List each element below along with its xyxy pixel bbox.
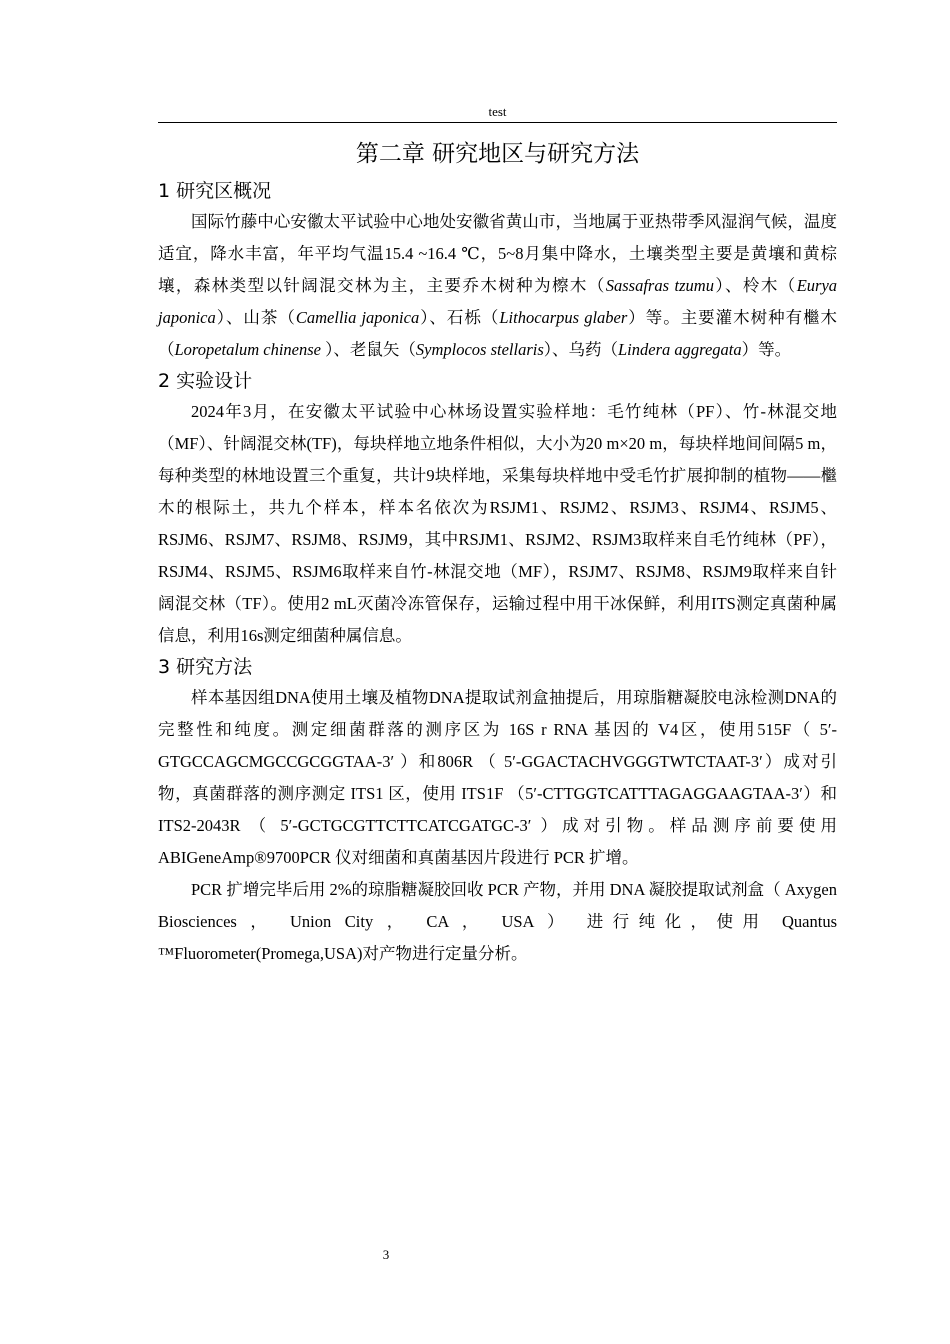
document-body xyxy=(158,134,837,970)
section-paragraph xyxy=(158,206,837,366)
section-paragraph xyxy=(158,682,837,874)
page-header: test xyxy=(158,104,837,123)
species-name: Eurya japonica xyxy=(158,276,838,327)
text-run: ）、石栎（ xyxy=(419,308,500,327)
section-heading-experiment-design: 2 实验设计 xyxy=(158,370,253,392)
text-run: 2024年3月，在安徽太平试验中心林场设置实验样地：毛竹纯林（PF）、竹-林混交地（MF）、针阔混交林(TF)，每块样地立地条件相似，大小为20 m×20 m，每块样地间间隔5 m，每种类型的林地设置三个重复，共计9块样地，采集每块样地中受毛竹扩展抑制的植物——檵木的根际土，共九个样本，样本名依次为RSJM1、RSJM2、RSJM3、RSJM4、RSJM5、RSJM6、RSJM7、RSJM8、RSJM9，其中RSJM1、RSJM2、RSJM3取样来自毛竹纯林（PF），RSJM4、RSJM5、RSJM6取样来自竹-林混交地（MF），RSJM7、RSJM8、RSJM9取样来自针阔混交林（TF）。使用2 mL灭菌冷冻管保存，运输过程中用干冰保鲜，利用ITS测定真菌种属信息，利用16s测定细菌种属信息。 xyxy=(158,402,837,645)
text-run: 国际竹藤中心安徽太平试验中心地处安徽省黄山市，当地属于亚热带季风湿润气候，温度适宜，降水丰富，年平均气温15.4 ~16.4 ℃，5~8月集中降水，土壤类型主要是黄壤和黄棕壤，森林类型以针阔混交林为主，主要乔木树种为檫木（ xyxy=(158,212,837,295)
page-number: 3 xyxy=(382,1247,390,1262)
text-run: PCR 扩增完毕后用 2%的琼脂糖凝胶回收 PCR 产物，并用 DNA 凝胶提取试剂盒（ Axygen Biosciences ， Union City ， CA ， USA ） 进行纯化，使用 Quantus ™Fluorometer(Promega,USA)对产物进行定量分析。 xyxy=(158,880,837,963)
text-run: ）等。 xyxy=(741,340,792,359)
text-run: 样本基因组DNA使用土壤及植物DNA提取试剂盒抽提后，用琼脂糖凝胶电泳检测DNA的完整性和纯度。测定细菌群落的测序区为 16S r RNA 基因的 V4区，使用515F（ 5′-GTGCCAGCMGCCGCGGTAA-3′ ）和806R （ 5′-GGACTACHVGGGTWTCTAAT-3′）成对引物，真菌群落的测序测定 ITS1 区，使用 ITS1F （5′-CTTGGTCATTTAGAGGAAGTAA-3′）和ITS2-2043R （ 5′-GCTGCGTTCTTCATCGATGC-3′ ）成对引物。样品测序前要使用ABIGeneAmp®9700PCR 仪对细菌和真菌基因片段进行 PCR 扩增。 xyxy=(158,688,837,867)
text-run: ）、柃木（ xyxy=(713,276,797,295)
species-name: Lindera aggregata xyxy=(618,340,742,359)
section-heading-overview: 1 研究区概况 xyxy=(158,180,272,202)
text-run: ）、山茶（ xyxy=(215,308,296,327)
section-heading-methods: 3 研究方法 xyxy=(158,656,253,678)
species-name: Camellia japonica xyxy=(295,308,420,327)
species-name: Symplocos stellaris xyxy=(415,340,544,359)
species-name: Sassafras tzumu xyxy=(605,276,714,295)
text-run: ）等。主要灌木树种有檵木（ xyxy=(158,308,838,359)
section-paragraph xyxy=(158,874,837,970)
species-name: Lithocarpus glaber xyxy=(499,308,628,327)
section-paragraph xyxy=(158,396,837,652)
species-name: Loropetalum chinense xyxy=(174,340,321,359)
text-run: ）、乌药（ xyxy=(543,340,618,359)
text-run: ）、老鼠矢（ xyxy=(321,340,416,359)
chapter-title: 第二章 研究地区与研究方法 xyxy=(355,141,640,167)
